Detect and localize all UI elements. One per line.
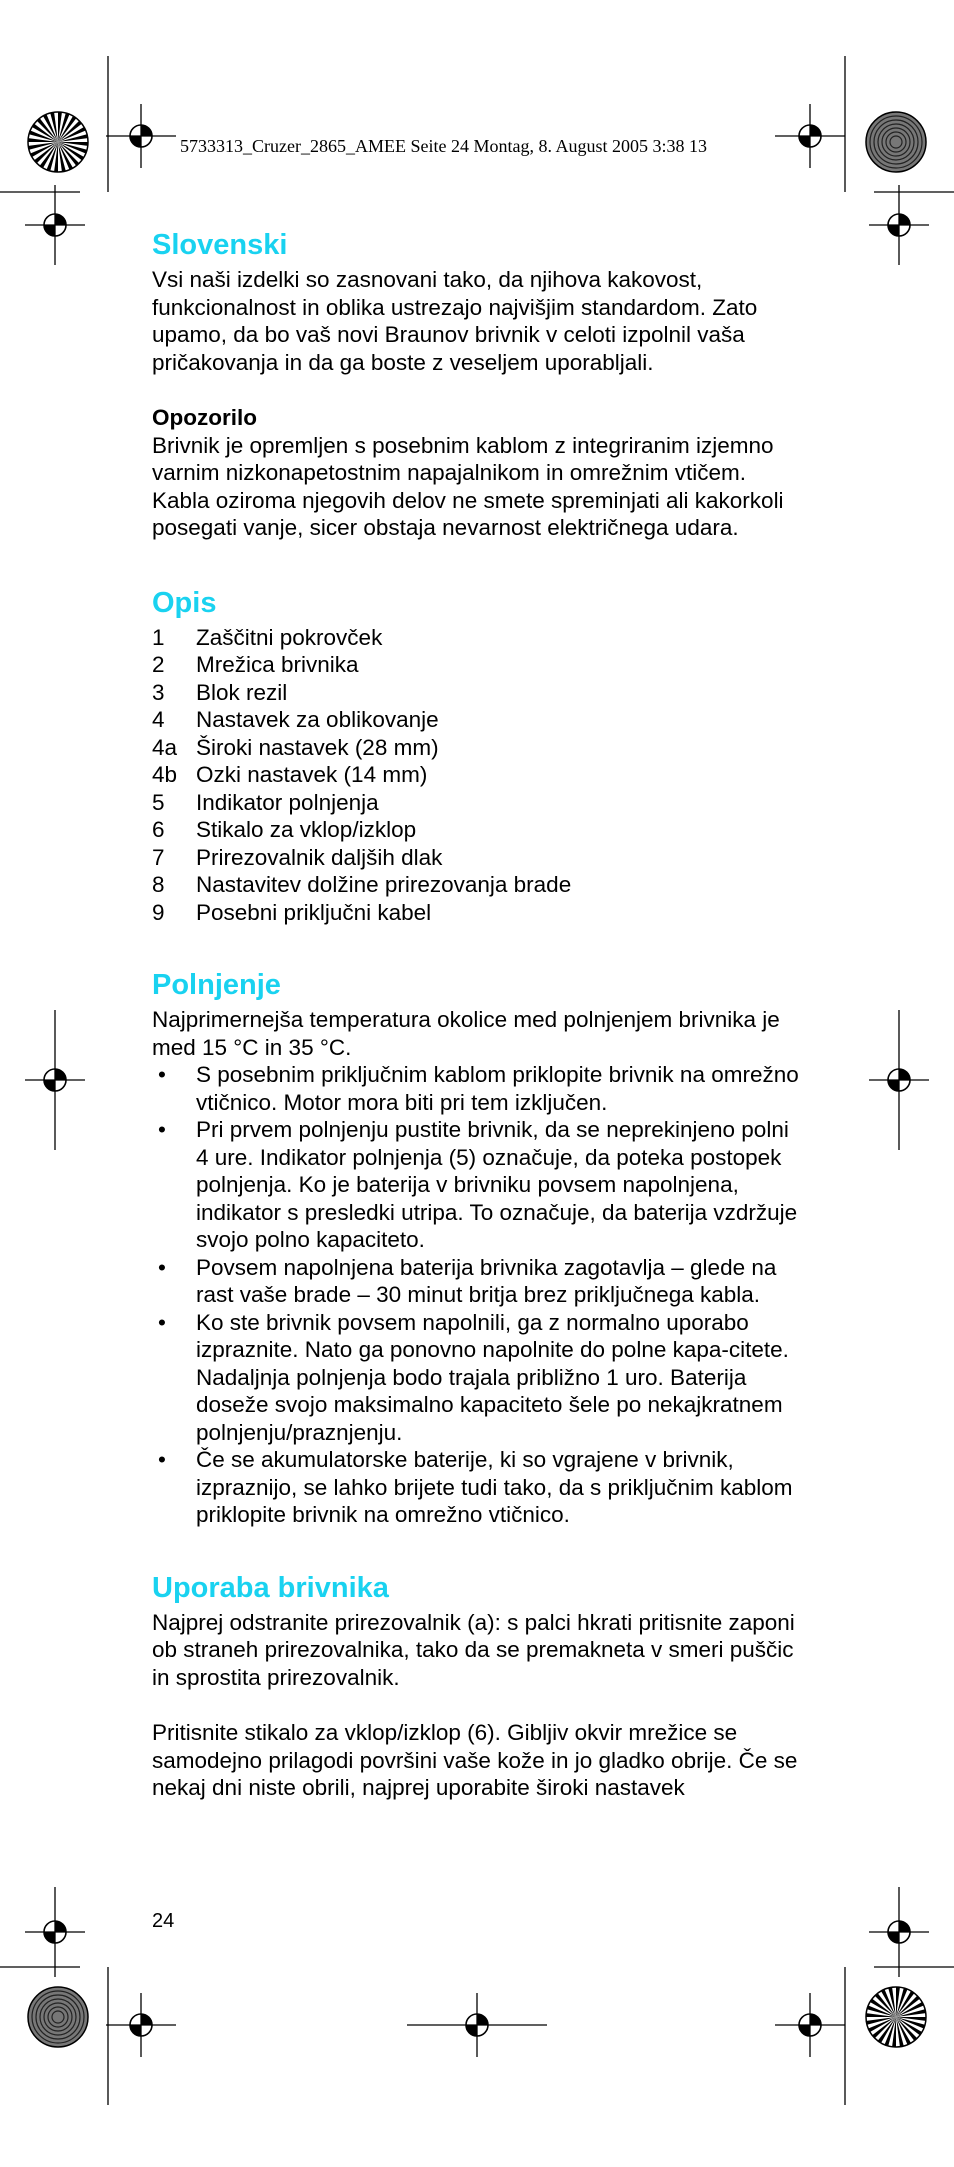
crosshair-mark-icon <box>407 1993 547 2057</box>
crosshair-mark-icon <box>775 104 845 168</box>
bullet-text: Pri prvem polnjenju pustite brivnik, da se neprekinjeno polni 4 ure. Indikator polnjenja (5) označuje, da poteka postopek polnjenja. Ko je baterija v brivniku povsem napolnjena, indikator s presledki utripa. To označuje, da baterija vzdržuje svojo polno kapaciteto. <box>196 1117 798 1252</box>
bullet-mark: • <box>158 1062 166 1087</box>
bullet-text: S posebnim priključnim kablom priklopite brivnik na omrežno vtičnico. Motor mora biti pri tem izključen. <box>196 1062 799 1115</box>
intro-paragraph: Vsi naši izdelki so zasnovani tako, da njihova kakovost, funkcionalnost in oblika ustrezajo najvišjim standardom. Zato upamo, da bo vaš novi Braunov brivnik v celoti izpolnil vaša pričakovanja in da ga boste z veseljem uporabljali. <box>152 267 758 375</box>
crosshair-mark-icon <box>25 1887 85 1977</box>
item-label: Ozki nastavek (14 mm) <box>196 762 428 787</box>
item-label: Blok rezil <box>196 679 288 705</box>
item-label: Posebni priključni kabel <box>196 899 432 925</box>
charging-bullets <box>152 1061 802 1529</box>
crosshair-mark-icon <box>869 185 929 265</box>
item-label: Prirezovalnik daljših dlak <box>196 844 443 870</box>
bullet-mark: • <box>158 1117 166 1142</box>
registration-rings-icon <box>866 112 926 172</box>
item-number: 3 <box>152 679 165 705</box>
item-number: 4a <box>152 734 178 760</box>
crosshair-mark-icon <box>775 1993 845 2057</box>
bullet-mark: • <box>158 1254 166 1280</box>
crosshair-mark-icon <box>25 185 85 265</box>
item-number: 2 <box>152 652 165 677</box>
crosshair-mark-icon <box>106 104 176 168</box>
print-slug-line <box>180 136 707 157</box>
list-item <box>152 1116 802 1254</box>
bullet-text: Povsem napolnjena baterija brivnika zagotavlja – glede na rast vaše brade – 30 minut britja brez priključnega kabla. <box>196 1254 777 1307</box>
section-title-opis: Opis <box>152 586 217 619</box>
crosshair-mark-icon <box>869 1010 929 1150</box>
charging-intro: Najprimernejša temperatura okolice med polnjenjem brivnika je med 15 °C in 35 °C. <box>152 1007 780 1060</box>
list-item <box>152 1446 802 1529</box>
list-item <box>152 1061 802 1116</box>
item-number: 8 <box>152 872 165 897</box>
registration-rings-icon <box>28 1987 88 2047</box>
usage-paragraph-2: Pritisnite stikalo za vklop/izklop (6). Gibljiv okvir mrežice se samodejno prilagodi površini vaše kože in jo gladko obrije. Če se nekaj dni niste obrili, najprej uporabite široki nastavek <box>152 1720 798 1800</box>
bullet-mark: • <box>158 1309 166 1335</box>
warning-paragraph: Brivnik je opremljen s posebnim kablom z integriranim izjemno varnim nizkonapetostnim napajalnikom in omrežnim vtičem. Kabla oziroma njegovih delov ne smete spreminjati ali kakorkoli posegati vanje, sicer obstaja nevarnost električnega udara. <box>152 432 784 540</box>
item-label: Mrežica brivnika <box>196 652 359 677</box>
list-item <box>152 844 802 872</box>
item-label: Indikator polnjenja <box>196 789 379 815</box>
list-item <box>152 789 802 817</box>
bullet-text: Ko ste brivnik povsem napolnili, ga z normalno uporabo izpraznite. Nato ga ponovno napolnite do polne kapa-citete. Nadaljnja polnjenja bodo trajala približno 1 uro. Baterija doseže svojo maksimalno kapaciteto šele po nekajkratnem polnjenju/praznjenju. <box>196 1309 789 1445</box>
list-item <box>152 761 802 789</box>
manual-page-content <box>152 228 802 1802</box>
print-slug-text-end: 13 <box>688 136 707 156</box>
item-number: 4b <box>152 762 178 787</box>
list-item <box>152 1309 802 1447</box>
crosshair-mark-icon <box>106 1993 176 2057</box>
list-item <box>152 624 802 652</box>
item-number: 4 <box>152 707 165 732</box>
registration-starburst-icon <box>28 112 88 172</box>
list-item <box>152 816 802 844</box>
registration-starburst-icon <box>866 1987 926 2047</box>
item-number: 9 <box>152 899 165 925</box>
item-number: 5 <box>152 789 165 815</box>
item-label: Nastavek za oblikovanje <box>196 707 439 732</box>
section-title-slovenski: Slovenski <box>152 229 288 261</box>
item-label: Nastavitev dolžine prirezovanja brade <box>196 872 572 897</box>
print-slug-text: 5733313_Cruzer_2865_AMEE Seite 24 Montag, 8. August 2005 3:38 <box>180 136 689 156</box>
list-item <box>152 899 802 927</box>
bullet-mark: • <box>158 1447 166 1472</box>
list-item <box>152 871 802 899</box>
item-label: Zaščitni pokrovček <box>196 624 383 650</box>
item-label: Široki nastavek (28 mm) <box>196 734 439 760</box>
list-item <box>152 679 802 707</box>
item-number: 7 <box>152 844 165 870</box>
item-label: Stikalo za vklop/izklop <box>196 817 417 842</box>
section-title-uporaba-brivnika: Uporaba brivnika <box>152 1571 389 1604</box>
usage-paragraph-1: Najprej odstranite prirezovalnik (a): s palci hkrati pritisnite zaponi ob straneh prirezovalnika, tako da se premakneta v smeri puščic in sprostita prirezovalnik. <box>152 1609 795 1690</box>
list-item <box>152 706 802 734</box>
crosshair-mark-icon <box>869 1887 929 1977</box>
item-number: 6 <box>152 817 165 842</box>
section-title-polnjenje: Polnjenje <box>152 969 281 1001</box>
page-number: 24 <box>152 1910 175 1932</box>
parts-list <box>152 624 802 927</box>
list-item <box>152 1254 802 1309</box>
list-item <box>152 734 802 762</box>
bullet-text: Če se akumulatorske baterije, ki so vgrajene v brivnik, izpraznijo, se lahko brijete tudi tako, da s priključnim kablom priklopite brivnik na omrežno vtičnico. <box>196 1447 793 1527</box>
crosshair-mark-icon <box>25 1010 85 1150</box>
warning-heading: Opozorilo <box>152 405 257 430</box>
item-number: 1 <box>152 624 165 650</box>
list-item <box>152 651 802 679</box>
